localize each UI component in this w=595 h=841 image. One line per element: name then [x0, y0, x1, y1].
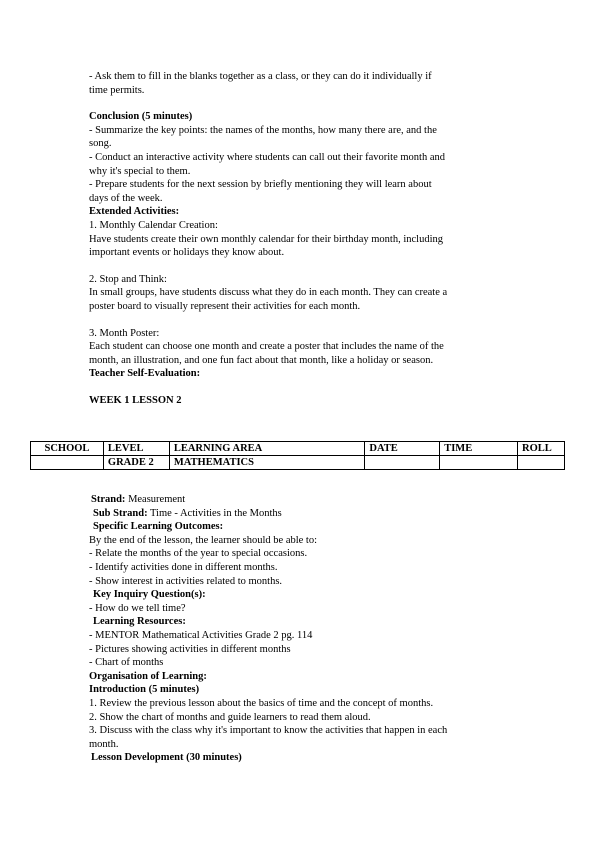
substrand-line: [89, 507, 509, 521]
strand-label: Strand:: [91, 494, 126, 505]
strand-line: [89, 493, 509, 507]
lesson-info-table: [30, 441, 565, 470]
header-roll: ROLL: [517, 442, 564, 456]
cell-school: [31, 456, 104, 470]
outcome-line: - Identify activities done in different months.: [89, 561, 278, 573]
development-heading: Lesson Development (30 minutes): [91, 752, 242, 764]
resource-line: - Chart of months: [89, 657, 164, 669]
conclusion-line: song.: [89, 138, 112, 150]
conclusion-line: days of the week.: [89, 192, 163, 204]
intro-line: 3. Discuss with the class why it's important to know the activities that happen in each: [89, 725, 448, 737]
intro-line: month.: [89, 738, 119, 750]
conclusion-heading: Conclusion (5 minutes): [89, 111, 193, 123]
cell-learning-area: MATHEMATICS: [169, 456, 365, 470]
resource-line: - MENTOR Mathematical Activities Grade 2 pg. 114: [89, 629, 313, 641]
cell-roll: [517, 456, 564, 470]
outcome-line: - Relate the months of the year to special occasions.: [89, 548, 308, 560]
activity-line: Each student can choose one month and create a poster that includes the name of the: [89, 341, 444, 353]
lesson-title: WEEK 1 LESSON 2: [89, 394, 182, 406]
outcome-line: By the end of the lesson, the learner should be able to:: [89, 534, 318, 546]
activity-line: month, an illustration, and one fun fact about that month, like a holiday or season.: [89, 354, 434, 366]
body-line: time permits.: [89, 84, 145, 96]
cell-level: GRADE 2: [103, 456, 169, 470]
lesson-section: [89, 493, 509, 765]
introduction-heading: Introduction (5 minutes): [89, 684, 200, 696]
body-line: - Ask them to fill in the blanks together as a class, or they can do it individually if: [89, 71, 432, 82]
conclusion-line: - Prepare students for the next session by briefly mentioning they will learn about: [89, 179, 432, 191]
activity-line: 3. Month Poster:: [89, 327, 160, 339]
extended-activities-heading: Extended Activities:: [89, 206, 180, 218]
substrand-value: Time - Activities in the Months: [147, 507, 282, 519]
activity-line: 2. Stop and Think:: [89, 273, 167, 285]
top-section: [89, 70, 509, 407]
table-header-row: [31, 442, 565, 456]
activity-line: important events or holidays they know about.: [89, 247, 285, 259]
conclusion-line: why it's special to them.: [89, 165, 191, 177]
activity-line: In small groups, have students discuss what they do in each month. They can create a: [89, 287, 448, 299]
cell-date: [365, 456, 440, 470]
conclusion-line: - Conduct an interactive activity where students can call out their favorite month and: [89, 151, 446, 163]
outcomes-heading: Specific Learning Outcomes:: [93, 521, 224, 533]
activity-line: Have students create their own monthly calendar for their birthday month, including: [89, 233, 443, 245]
resources-heading: Learning Resources:: [93, 616, 186, 628]
strand-value: Measurement: [125, 494, 186, 505]
header-school: SCHOOL: [31, 442, 104, 456]
activity-line: 1. Monthly Calendar Creation:: [89, 219, 218, 231]
header-level: LEVEL: [103, 442, 169, 456]
self-evaluation-heading: Teacher Self-Evaluation:: [89, 368, 201, 380]
substrand-label: Sub Strand:: [93, 507, 148, 519]
header-learning-area: LEARNING AREA: [169, 442, 365, 456]
inquiry-heading: Key Inquiry Question(s):: [93, 589, 206, 601]
conclusion-line: - Summarize the key points: the names of the months, how many there are, and the: [89, 124, 437, 136]
organisation-heading: Organisation of Learning:: [89, 670, 207, 682]
inquiry-line: - How do we tell time?: [89, 602, 186, 614]
header-time: TIME: [440, 442, 518, 456]
activity-line: poster board to visually represent their activities for each month.: [89, 300, 361, 312]
intro-line: 1. Review the previous lesson about the basics of time and the concept of months.: [89, 697, 434, 709]
resource-line: - Pictures showing activities in different months: [89, 643, 291, 655]
outcome-line: - Show interest in activities related to months.: [89, 575, 283, 587]
table-row: [31, 456, 565, 470]
cell-time: [440, 456, 518, 470]
header-date: DATE: [365, 442, 440, 456]
intro-line: 2. Show the chart of months and guide learners to read them aloud.: [89, 711, 371, 723]
